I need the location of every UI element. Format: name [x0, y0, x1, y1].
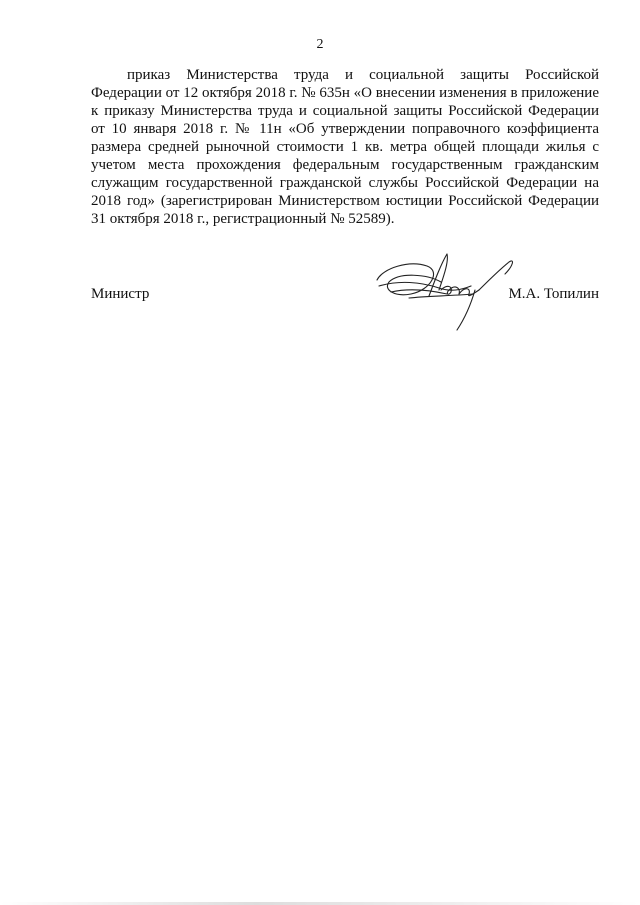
handwritten-signature: [369, 250, 519, 332]
page-number: 2: [316, 37, 324, 52]
signer-title: Министр: [91, 286, 150, 302]
body-paragraph: приказ Министерства труда и социальной защиты Российской Федерации от 12 октября 2018 г. № 635н «О внесении изменения в приложение к приказу Министерства труда и социальной защиты Российской Федерации от 10 января 2018 г. № 11н «Об утверждении поправочного коэффициента размера средней рыночной стоимости 1 кв. метра общей площади жилья с учетом места прохождения федеральным государственным гражданским служащим государственной гражданской службы Российской Федерации на 2018 год» (зарегистрирован Министерством юстиции Российской Федерации 31 октября 2018 г., регистрационный № 52589).: [91, 67, 599, 227]
signature-block: [91, 250, 599, 340]
signer-name: М.А. Топилин: [508, 286, 599, 302]
